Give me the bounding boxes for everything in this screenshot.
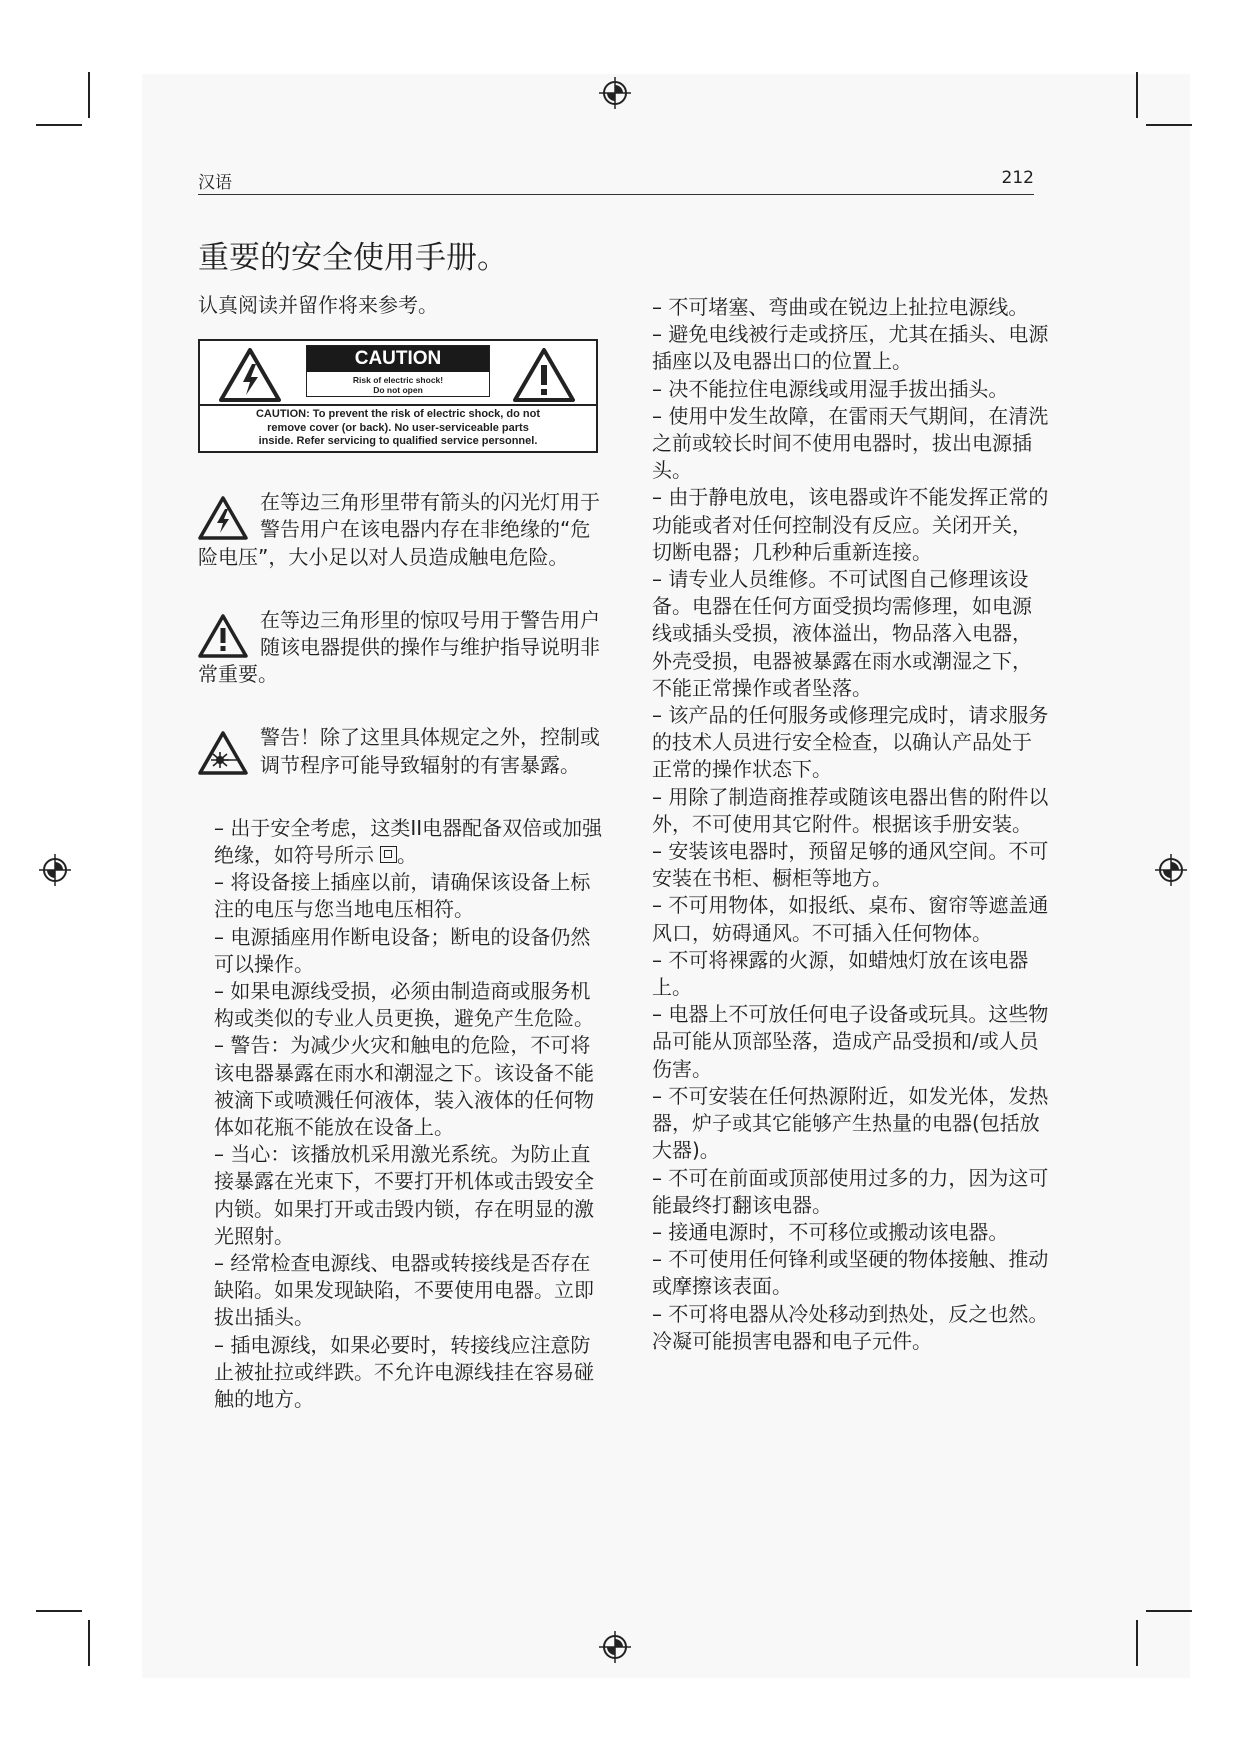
caution-heading: CAUTION (307, 346, 489, 372)
symbol-text: 警告！除了这里具体规定之外，控制或调节程序可能导致辐射的有害暴露。 (260, 725, 600, 777)
bullet-item: – 避免电线被行走或挤压，尤其在插头、电源插座以及电器出口的位置上。 (652, 322, 1049, 374)
bullet-item: – 经常检查电源线、电器或转接线是否存在缺陷。如果发现缺陷，不要使用电器。立即拔出插头。 (214, 1251, 594, 1330)
registration-mark-icon (38, 853, 72, 887)
page-number: 212 (1001, 168, 1034, 188)
bullet-item: – 不可将电器从冷处移动到热处，反之也然。冷凝可能损害电器和电子元件。 (652, 1301, 1049, 1353)
bullet-item: – 不可在前面或顶部使用过多的力，因为这可能最终打翻该电器。 (652, 1165, 1049, 1217)
registration-mark-icon (598, 1630, 632, 1664)
bullet-item: – 该产品的任何服务或修理完成时，请求服务的技术人员进行安全检查，以确认产品处于正常的操作状态下。 (652, 703, 1049, 782)
caution-panel (306, 345, 490, 397)
crop-mark (1146, 1610, 1192, 1612)
laser-triangle-icon (198, 730, 248, 776)
crop-mark (36, 1610, 82, 1612)
left-bullet-list (198, 815, 610, 1413)
page-header (198, 166, 1034, 195)
bullet-item (214, 815, 610, 869)
bullet-item: – 决不能拉住电源线或用湿手拔出插头。 (652, 376, 1009, 401)
caution-sub-line: Do not open (373, 385, 423, 396)
caution-sub-line: Risk of electric shock! (352, 375, 444, 386)
header-language: 汉语 (198, 173, 232, 193)
caution-bottom-text (206, 408, 590, 449)
double-insulation-icon (380, 846, 397, 863)
bullet-item: – 接通电源时，不可移位或搬动该电器。 (652, 1219, 1009, 1244)
exclamation-triangle-icon (512, 347, 576, 403)
left-column (198, 292, 610, 1413)
bullet-item: – 使用中发生故障，在雷雨天气期间，在清洗之前或较长时间不使用电器时，拔出电源插头。 (652, 403, 1049, 483)
bullet-item: – 不可将裸露的火源，如蜡烛灯放在该电器上。 (652, 947, 1029, 1000)
lightning-triangle-icon (218, 347, 282, 403)
bullet-item: – 不可用物体，如报纸、桌布、窗帘等遮盖通风口，妨碍通风。不可插入任何物体。 (652, 893, 1049, 945)
caution-bottom-line: inside. Refer servicing to qualified service personnel. (258, 435, 538, 448)
bullet-item: – 安装该电器时，预留足够的通风空间。不可安装在书柜、橱柜等地方。 (652, 839, 1049, 891)
caution-bottom-line: remove cover (or back). No user-serviceable parts (267, 421, 529, 434)
symbol-explanation (198, 607, 610, 689)
registration-mark-icon (598, 76, 632, 110)
symbol-text: 在等边三角形里的惊叹号用于警告用户随该电器提供的操作与维护指导说明非常重要。 (198, 607, 600, 687)
crop-mark (88, 72, 90, 118)
bullet-item: – 不可使用任何锋利或坚硬的物体接触、推动或摩擦该表面。 (652, 1247, 1049, 1299)
bullet-item: – 将设备接上插座以前，请确保该设备上标注的电压与您当地电压相符。 (214, 870, 591, 922)
bullet-end: 。 (397, 843, 417, 868)
caution-label (198, 339, 598, 453)
bullet-item: – 电器上不可放任何电子设备或玩具。这些物品可能从顶部坠落，造成产品受损和/或人员伤害。 (652, 1002, 1049, 1081)
symbol-text: 在等边三角形里带有箭头的闪光灯用于警告用户在该电器内存在非绝缘的“危险电压”，大小足以对人员造成触电危险。 (198, 490, 600, 569)
caution-bottom-line: CAUTION: To prevent the risk of electric shock, do not (255, 408, 540, 421)
bullet-item: – 当心：该播放机采用激光系统。为防止直接暴露在光束下，不要打开机体或击毁安全内锁。如果打开或击毁内锁，存在明显的激光照射。 (214, 1142, 594, 1248)
intro-text: 认真阅读并留作将来参考。 (198, 293, 438, 317)
bullet-item: – 电源插座用作断电设备；断电的设备仍然可以操作。 (214, 924, 591, 976)
bullet-item: – 由于静电放电，该电器或许不能发挥正常的功能或者对任何控制没有反应。关闭开关，切断电器；几秒种后重新连接。 (652, 485, 1049, 564)
lightning-triangle-icon (198, 495, 248, 541)
bullet-text: – 出于安全考虑，这类II电器配备双倍或加强绝缘，如符号所示 (214, 815, 603, 868)
bullet-item: – 如果电源线受损，必须由制造商或服务机构或类似的专业人员更换，避免产生危险。 (214, 979, 594, 1031)
bullet-item: – 插电源线，如果必要时，转接线应注意防止被扯拉或绊跌。不允许电源线挂在容易碰触的地方。 (214, 1332, 594, 1412)
bullet-item: – 用除了制造商推荐或随该电器出售的附件以外，不可使用其它附件。根据该手册安装。 (652, 784, 1049, 836)
crop-mark (1136, 72, 1138, 118)
crop-mark (1136, 1620, 1138, 1666)
crop-mark (88, 1620, 90, 1666)
crop-mark (36, 124, 82, 126)
caution-divider (200, 404, 596, 406)
bullet-item: – 请专业人员维修。不可试图自己修理该设备。电器在任何方面受损均需修理，如电源线或插头受损，液体溢出，物品落入电器，外壳受损，电器被暴露在雨水或潮湿之下，不能正常操作或者坠落。 (652, 567, 1032, 700)
right-column (652, 294, 1050, 1355)
bullet-item: – 警告：为减少火灾和触电的危险，不可将该电器暴露在雨水和潮湿之下。该设备不能被滴下或喷溅任何液体，装入液体的任何物体如花瓶不能放在设备上。 (214, 1033, 594, 1140)
symbol-explanation (198, 489, 610, 571)
bullet-item: – 不可堵塞、弯曲或在锐边上扯拉电源线。 (652, 295, 1029, 319)
bullet-item: – 不可安装在任何热源附近，如发光体，发热器，炉子或其它能够产生热量的电器(包括放大器)。 (652, 1083, 1049, 1163)
page-title: 重要的安全使用手册。 (198, 240, 508, 276)
symbol-explanation (198, 724, 610, 778)
registration-mark-icon (1154, 853, 1188, 887)
crop-mark (1146, 124, 1192, 126)
exclamation-triangle-icon (198, 613, 248, 659)
